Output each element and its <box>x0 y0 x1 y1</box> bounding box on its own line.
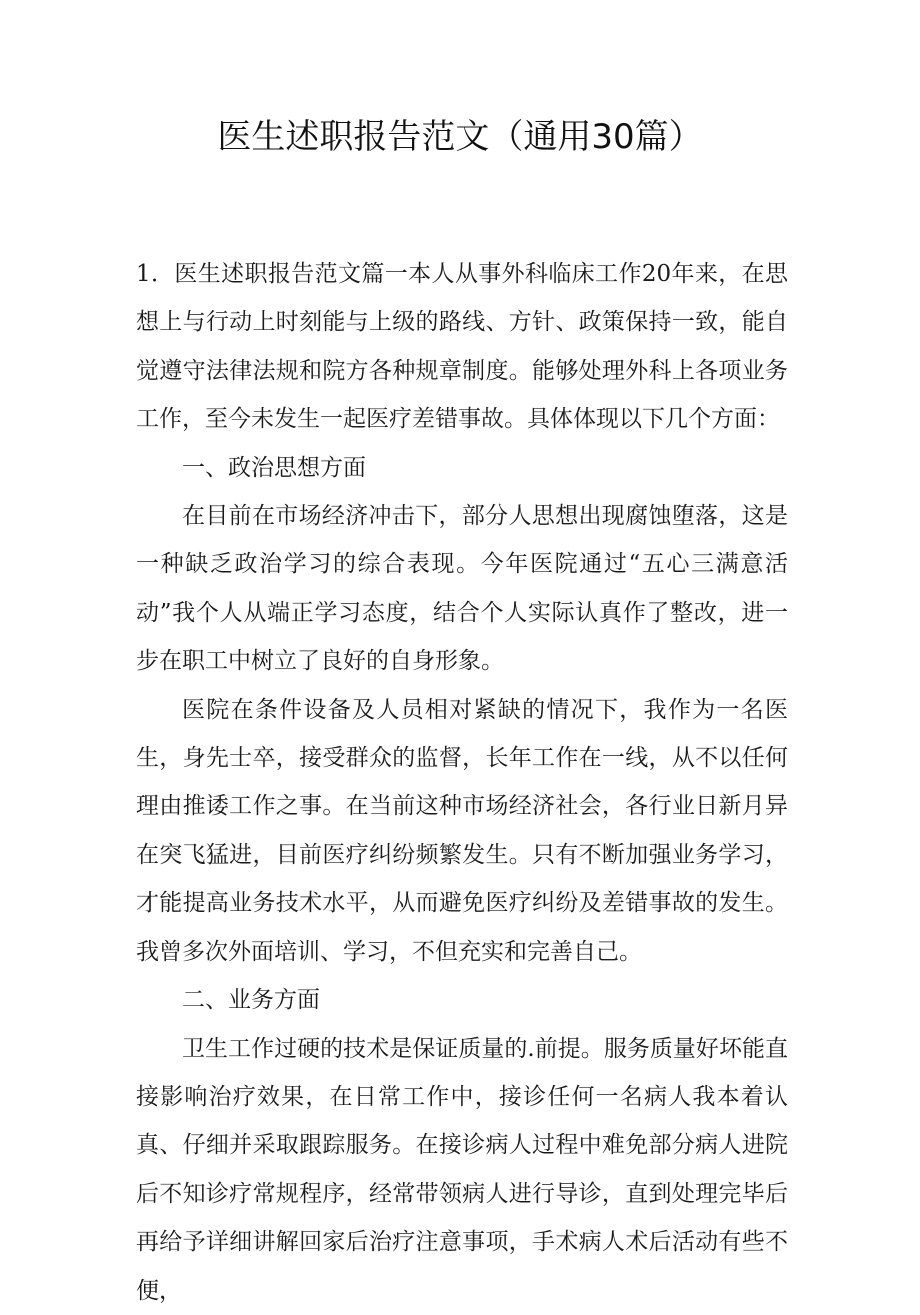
paragraph-business-1: 卫生工作过硬的技术是保证质量的.前提。服务质量好坏能直接影响治疗效果，在日常工作中，接诊任何一名病人我本着认真、仔细并采取跟踪服务。在接诊病人过程中难免部分病人进院后不知诊疗常规程序，经常带领病人进行导诊，直到处理完毕后再给予详细讲解回家后治疗注意事项，手术病人术后活动有些不便， <box>136 1035 788 1304</box>
paragraph-politics-1: 在目前在市场经济冲击下，部分人思想出现腐蚀堕落，这是一种缺乏政治学习的综合表现。今年医院通过“五心三满意活动”我个人从端正学习态度，结合个人实际认真作了整改，进一步在职工中树立了良好的自身形象。 <box>136 503 788 675</box>
section-heading-business: 二、业务方面 <box>182 987 320 1014</box>
section-heading-politics: 一、政治思想方面 <box>182 454 366 481</box>
paragraph-intro: 1．医生述职报告范文篇一本人从事外科临床工作20年来，在思想上与行动上时刻能与上级的路线、方针、政策保持一致，能自觉遵守法律法规和院方各种规章制度。能够处理外科上各项业务工作，至今未发生一起医疗差错事故。具体体现以下几个方面： <box>136 261 788 433</box>
document-title: 医生述职报告范文（通用30篇） <box>217 117 703 157</box>
document-body <box>136 250 788 1315</box>
paragraph-politics-2: 医院在条件设备及人员相对紧缺的情况下，我作为一名医生，身先士卒，接受群众的监督，长年工作在一线，从不以任何理由推诿工作之事。在当前这种市场经济社会，各行业日新月异在突飞猛进，目前医疗纠纷频繁发生。只有不断加强业务学习，才能提高业务技术水平，从而避免医疗纠纷及差错事故的发生。我曾多次外面培训、学习，不但充实和完善自己。 <box>136 696 788 965</box>
